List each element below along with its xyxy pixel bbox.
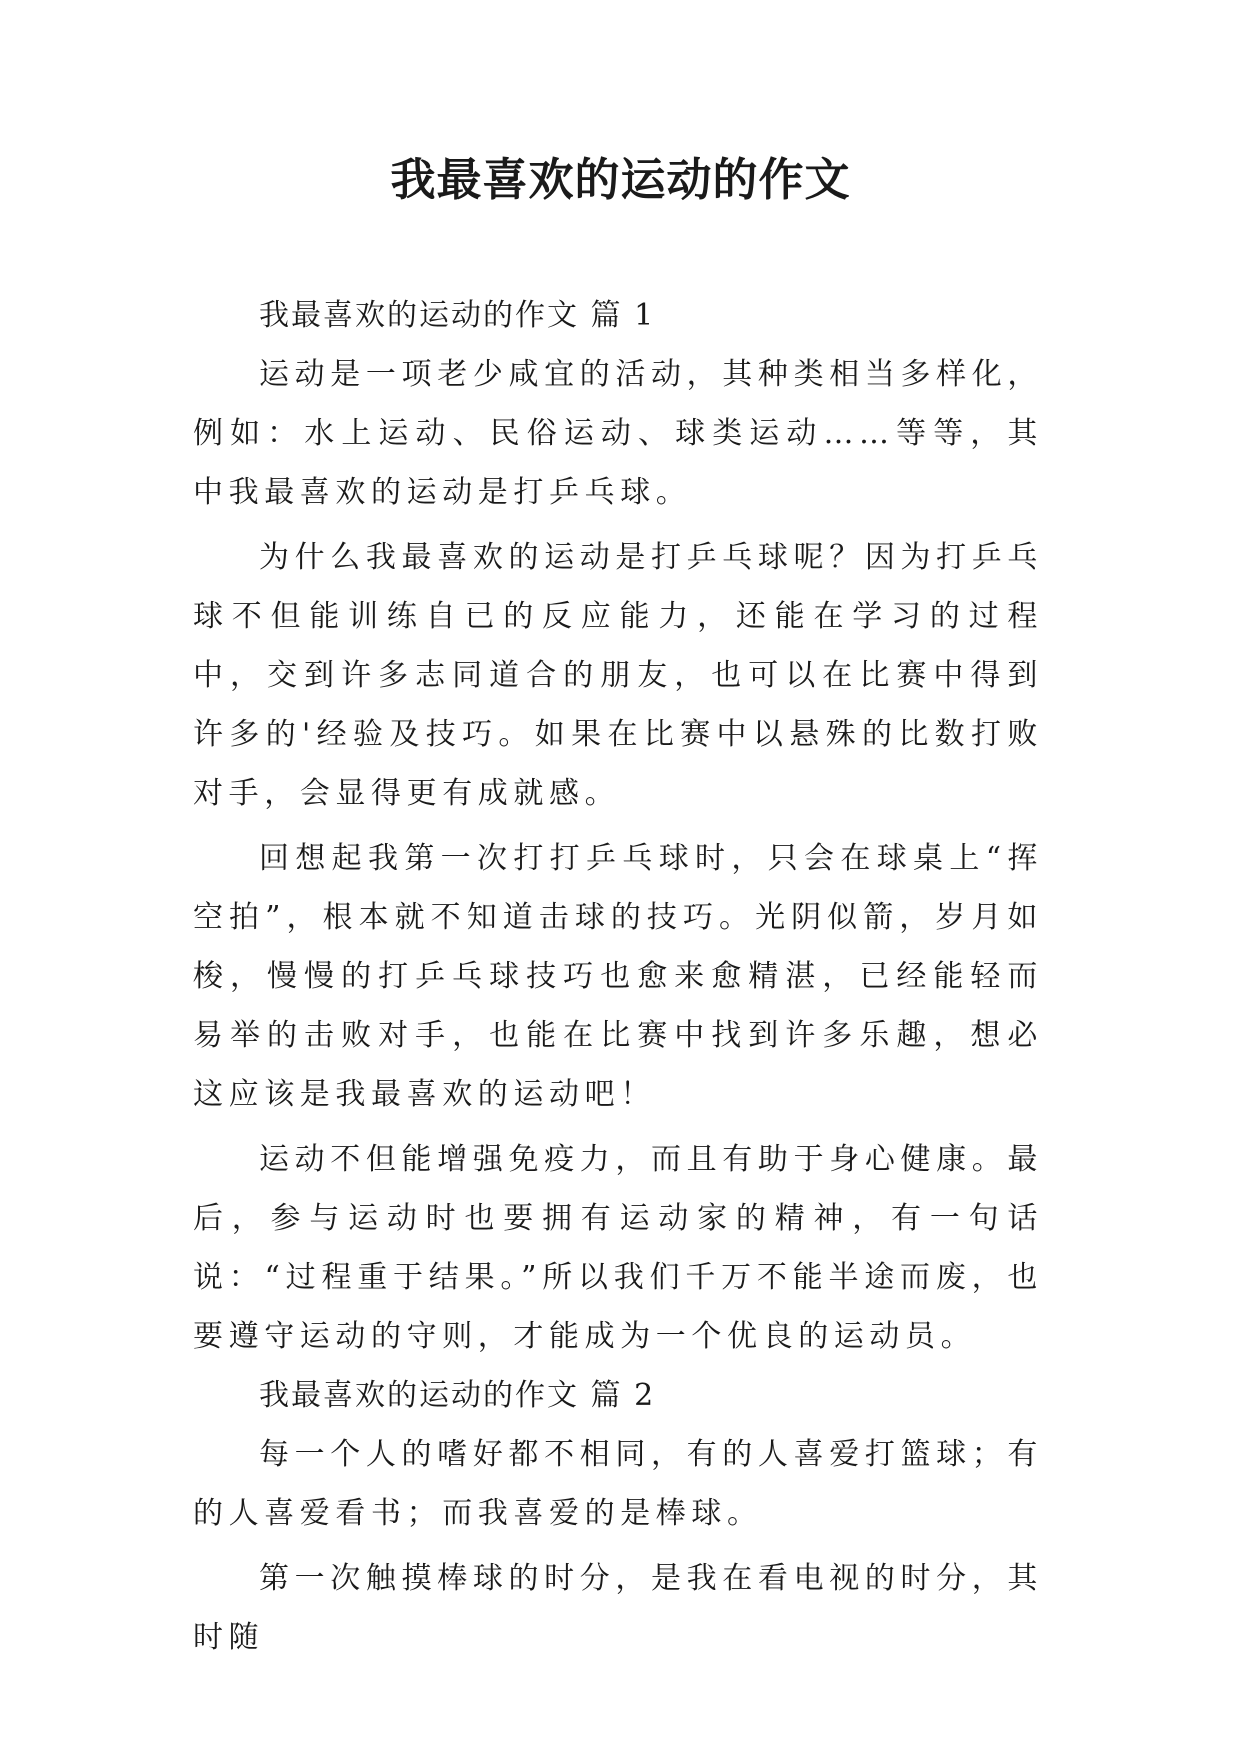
- paragraph: 每一个人的嗜好都不相同，有的人喜爱打篮球；有的人喜爱看书；而我喜爱的是棒球。: [193, 1437, 1043, 1531]
- paragraph: 运动不但能增强免疫力，而且有助于身心健康。最后，参与运动时也要拥有运动家的精神，有一句话说：“过程重于结果。”所以我们千万不能半途而废，也要遵守运动的守则，才能成为一个优良的运动员。: [193, 1142, 1043, 1354]
- document-body: [193, 286, 1043, 1667]
- paragraph: 为什么我最喜欢的运动是打乒乓球呢？因为打乒乓球不但能训练自已的反应能力，还能在学习的过程中，交到许多志同道合的朋友，也可以在比赛中得到许多的'经验及技巧。如果在比赛中以悬殊的比数打败对手，会显得更有成就感。: [193, 540, 1043, 811]
- paragraph: 第一次触摸棒球的时分，是我在看电视的时分，其时随: [193, 1561, 1043, 1655]
- paragraph: 回想起我第一次打打乒乓球时，只会在球桌上“挥空拍”，根本就不知道击球的技巧。光阴似箭，岁月如梭，慢慢的打乒乓球技巧也愈来愈精湛，已经能轻而易举的击败对手，也能在比赛中找到许多乐趣，想必这应该是我最喜欢的运动吧！: [193, 841, 1043, 1112]
- section-heading-1: 我最喜欢的运动的作文 篇 1: [259, 298, 656, 333]
- section-heading-2: 我最喜欢的运动的作文 篇 2: [259, 1378, 656, 1413]
- paragraph: 运动是一项老少咸宜的活动，其种类相当多样化，例如：水上运动、民俗运动、球类运动……等等，其中我最喜欢的运动是打乒乓球。: [193, 357, 1043, 510]
- document-title: 我最喜欢的运动的作文: [390, 153, 851, 206]
